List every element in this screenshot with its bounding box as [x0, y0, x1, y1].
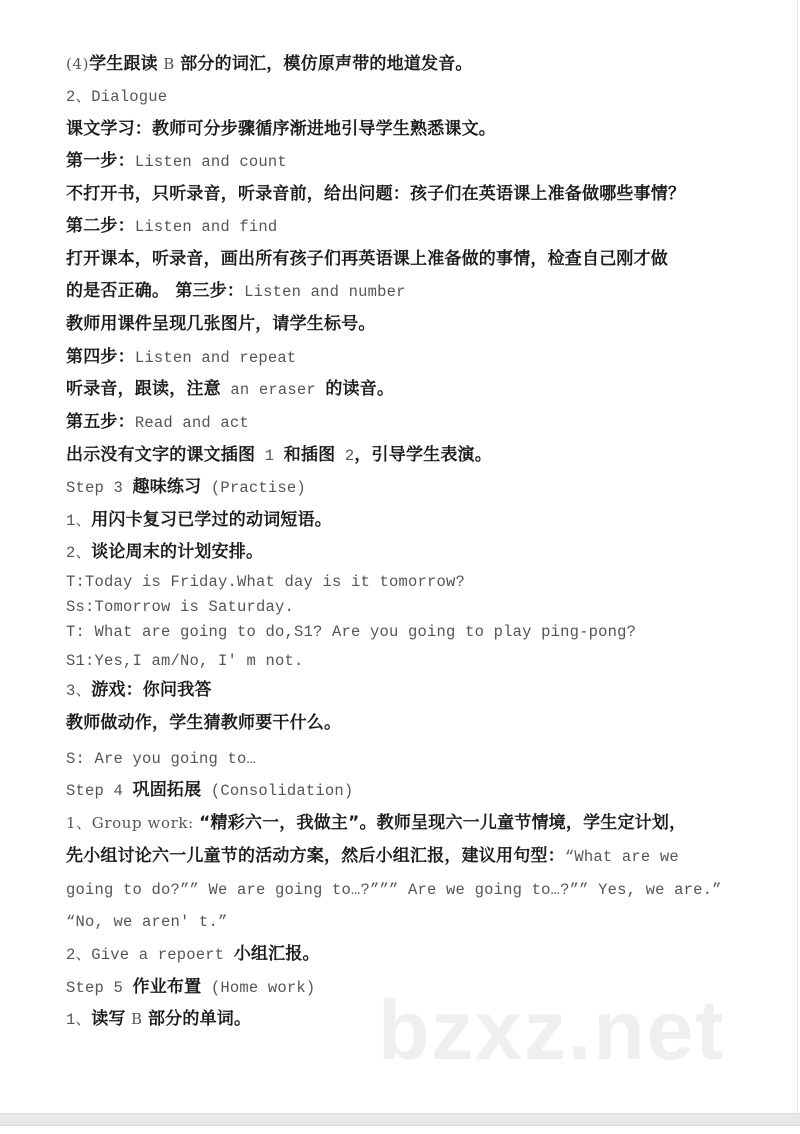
text-line-8 [66, 279, 406, 304]
text-run: “No, we aren′ t.” [66, 913, 228, 931]
text-line-30 [66, 975, 315, 1000]
text-line-2 [66, 84, 167, 109]
text-line-21 [66, 678, 212, 703]
text-line-7 [66, 247, 668, 271]
text-run: 教师用课件呈现几张图片，请学生标号。 [66, 314, 376, 334]
text-run: 2 [335, 447, 355, 465]
step-heading-en: (Consolidation) [201, 782, 354, 800]
dialogue-line: T:Today is Friday.What day is it tomorrow? [66, 573, 466, 591]
step-heading-zh: 巩固拓展 [132, 780, 202, 800]
text-run: 用闪卡复习已学过的动词短语。 [91, 510, 333, 530]
text-run: 教师做动作，学生猜教师要干什么。 [66, 713, 342, 733]
text-line-15 [66, 508, 332, 533]
step-title: Read and act [134, 414, 249, 432]
step-label: 第二步： [66, 216, 135, 236]
text-run: B [125, 1010, 148, 1028]
text-run: 部分的词汇，模仿原声带的地道发音。 [180, 54, 473, 74]
text-line-31 [66, 1007, 251, 1032]
step-heading: Step 5 [66, 979, 133, 997]
text-run: 不打开书，只听录音，听录音前，给出问题：孩子们在英语课上准备做哪些事情？ [66, 184, 686, 204]
step-title: Listen and number [244, 283, 406, 301]
text-line-19 [66, 619, 636, 644]
text-line-4 [66, 149, 287, 174]
text-line-12 [66, 410, 249, 435]
text-line-5 [66, 182, 685, 206]
dialogue-line: T: What are going to do,S1? Are you going to play ping-pong? [66, 623, 637, 641]
text-line-28 [66, 909, 228, 934]
text-run: 1 [255, 447, 284, 465]
text-run: 先小组讨论六一儿童节的活动方案，然后小组汇报，建议用句型： [66, 846, 565, 866]
text-line-25 [66, 811, 686, 835]
text-run: going to do?”” We are going to…?””” Are we going to…?”” Yes, we are.” [66, 881, 722, 899]
text-run: “What are we [564, 848, 679, 866]
step-label: 第一步： [66, 151, 135, 171]
step-heading-en: (Home work) [201, 979, 316, 997]
text-run: ，引导学生表演。 [354, 445, 492, 465]
text-run: 部分的单词。 [147, 1009, 252, 1029]
list-number: 1、 [66, 1011, 92, 1029]
text-line-9 [66, 312, 376, 336]
text-run: 学生跟读 [89, 54, 158, 74]
text-line-17 [66, 569, 465, 594]
text-run: 听录音，跟读，注意 [66, 379, 221, 399]
step-heading-zh: 作业布置 [132, 977, 202, 997]
list-number: 1、 [66, 512, 92, 530]
text-line-27 [66, 877, 722, 902]
text-line-13 [66, 443, 492, 468]
text-line-3 [66, 117, 496, 141]
step-heading: Step 3 [66, 479, 133, 497]
text-run: 课文学习：教师可分步骤循序渐进地引导学生熟悉课文。 [66, 119, 496, 139]
text-run: 小组汇报。 [233, 944, 320, 964]
step-title: Listen and find [134, 218, 278, 236]
text-run: 1、Group work: [66, 814, 200, 832]
text-run: 游戏：你问我答 [91, 680, 212, 700]
text-run: (4) [66, 55, 90, 73]
step-label: 第四步： [66, 347, 135, 367]
text-run: 和插图 [283, 445, 336, 465]
page-separator [0, 1113, 800, 1126]
step-title: Listen and repeat [134, 349, 297, 367]
text-run: 读写 [91, 1009, 126, 1029]
text-line-1 [66, 52, 473, 76]
text-line-6 [66, 214, 277, 239]
text-run: “精彩六一，我做主”。教师呈现六一儿童节情境，学生定计划， [199, 813, 687, 833]
text-line-20 [66, 648, 304, 673]
text-run: 谈论周末的计划安排。 [91, 542, 264, 562]
step-heading-zh: 趣味练习 [132, 477, 202, 497]
step-label: 第五步： [66, 412, 135, 432]
step-title: Listen and count [134, 153, 287, 171]
list-number: 2、 [66, 544, 92, 562]
watermark: bzxz.net [378, 983, 726, 1077]
text-run: an eraser [220, 381, 326, 399]
text-line-22 [66, 711, 341, 735]
text-line-14 [66, 475, 306, 500]
dialogue-line: S: Are you going to… [66, 750, 257, 768]
text-run: 打开课本，听录音，画出所有孩子们再英语课上准备做的事情，检查自己刚才做 [66, 249, 668, 269]
text-run: 2、Give a repoert [66, 946, 234, 964]
text-line-18 [66, 594, 294, 619]
text-line-24 [66, 778, 353, 803]
step-label: 的是否正确。 第三步： [66, 281, 245, 301]
dialogue-line: S1:Yes,I am/No, I′ m not. [66, 652, 304, 670]
section-heading-dialogue: 2、Dialogue [66, 88, 168, 106]
step-heading-en: (Practise) [201, 479, 306, 497]
text-run: B [157, 55, 181, 73]
text-line-11 [66, 377, 394, 402]
step-heading: Step 4 [66, 782, 133, 800]
text-run: 出示没有文字的课文插图 [66, 445, 256, 465]
list-number: 3、 [66, 682, 92, 700]
text-line-26 [66, 844, 679, 869]
text-line-29 [66, 942, 320, 967]
text-line-16 [66, 540, 263, 565]
text-line-10 [66, 345, 296, 370]
dialogue-line: Ss:Tomorrow is Saturday. [66, 598, 295, 616]
text-run: 的读音。 [325, 379, 395, 399]
text-line-23 [66, 746, 256, 771]
